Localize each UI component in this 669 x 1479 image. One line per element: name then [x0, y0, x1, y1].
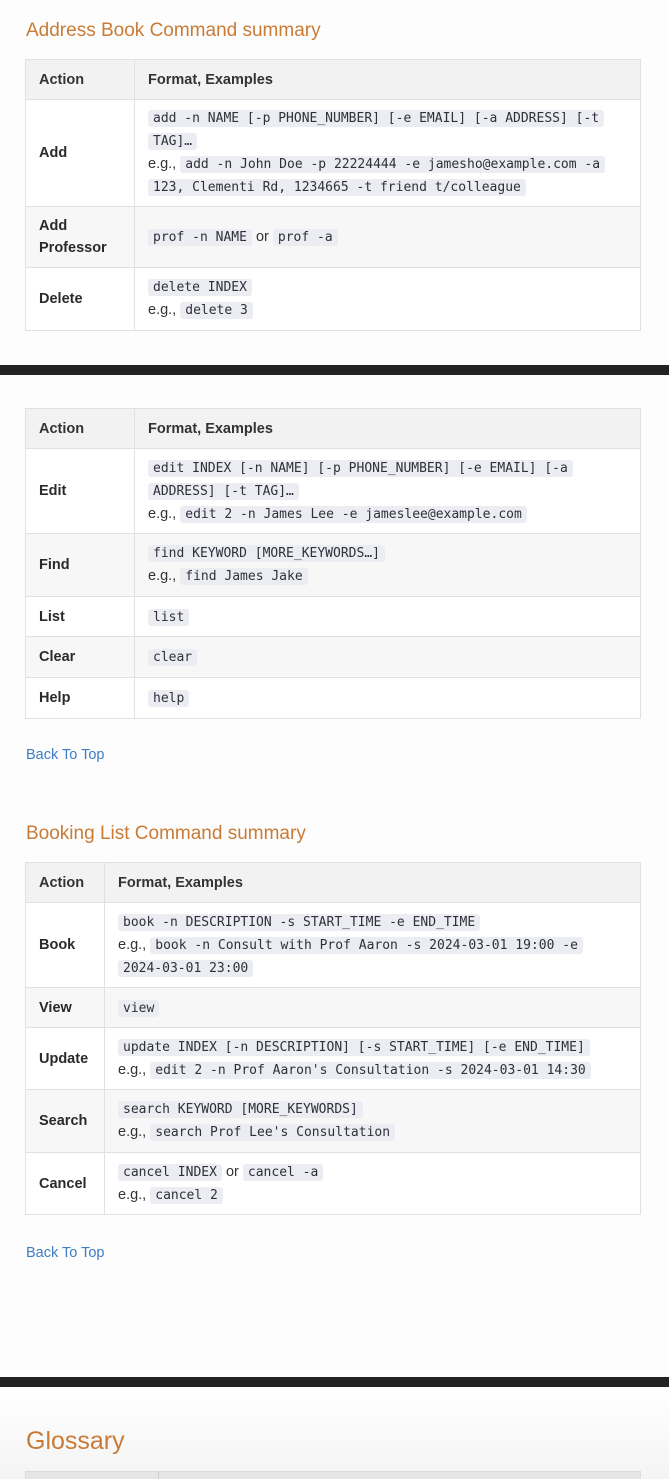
format-cell [135, 678, 641, 719]
command-code: update INDEX [-n DESCRIPTION] [-s START_TIME] [-e END_TIME] [118, 1039, 590, 1056]
action-cell: List [26, 597, 135, 637]
back-to-top-link[interactable]: Back To Top [26, 1245, 105, 1261]
table-row [26, 1090, 641, 1153]
column-header-format: Format, Examples [105, 863, 641, 903]
example-code: search Prof Lee's Consultation [150, 1124, 395, 1141]
back-to-top-link[interactable]: Back To Top [26, 747, 105, 763]
command-code: prof -a [273, 229, 338, 246]
or-text: or [255, 229, 269, 245]
table-row [26, 678, 641, 719]
table-row [26, 100, 641, 207]
format-cell [105, 903, 641, 988]
action-cell: View [26, 988, 105, 1028]
glossary-title: Glossary [26, 1427, 125, 1455]
table-row [26, 988, 641, 1028]
command-code: ADDRESS] [-t TAG]… [148, 483, 299, 500]
column-header-action: Action [26, 863, 105, 903]
example-label: e.g., [118, 1124, 147, 1140]
address-book-table-part1 [25, 59, 641, 331]
example-code: cancel 2 [150, 1187, 223, 1204]
command-code: book -n DESCRIPTION -s START_TIME -e END_TIME [118, 914, 480, 931]
page-separator [0, 1377, 669, 1387]
command-code: TAG]… [148, 133, 197, 150]
example-label: e.g., [148, 302, 177, 318]
command-code: delete INDEX [148, 279, 252, 296]
example-label: e.g., [118, 1061, 147, 1078]
command-code: prof -n NAME [148, 229, 252, 246]
table-row [26, 903, 641, 988]
table-row [26, 637, 641, 678]
example-code: edit 2 -n James Lee -e jameslee@example.com [180, 506, 527, 523]
command-code: clear [148, 649, 197, 666]
example-label: e.g., [148, 505, 177, 522]
table-row [26, 534, 641, 597]
command-code: add -n NAME [-p PHONE_NUMBER] [-e EMAIL] [-a ADDRESS] [-t [148, 110, 604, 127]
action-cell: Cancel [26, 1153, 105, 1215]
example-code: find James Jake [180, 568, 307, 585]
action-cell: Find [26, 534, 135, 597]
format-cell [105, 1153, 641, 1215]
format-cell [135, 449, 641, 534]
example-label: e.g., [118, 1186, 147, 1203]
action-cell: Update [26, 1028, 105, 1090]
table-row [26, 449, 641, 534]
action-cell: Clear [26, 637, 135, 678]
example-code: book -n Consult with Prof Aaron -s 2024-03-01 19:00 -e [150, 937, 583, 954]
action-cell: Delete [26, 268, 135, 331]
format-cell [135, 597, 641, 637]
address-book-table-part2 [25, 408, 641, 719]
action-cell: Add Professor [26, 207, 135, 268]
command-code: view [118, 1000, 159, 1017]
example-code: 2024-03-01 23:00 [118, 960, 253, 977]
command-code: cancel -a [243, 1164, 323, 1181]
column-header-action: Action [26, 409, 135, 449]
table-row [26, 268, 641, 331]
example-code: edit 2 -n Prof Aaron's Consultation -s 2024-03-01 14:30 [150, 1062, 590, 1079]
glossary-table-column-divider [158, 1471, 159, 1479]
action-cell: Book [26, 903, 105, 988]
example-code: add -n John Doe -p 22224444 -e jamesho@example.com -a [180, 156, 605, 173]
action-cell: Help [26, 678, 135, 719]
column-header-format: Format, Examples [135, 409, 641, 449]
command-code: find KEYWORD [MORE_KEYWORDS…] [148, 545, 385, 562]
action-cell: Edit [26, 449, 135, 534]
table-row [26, 597, 641, 637]
action-cell: Add [26, 100, 135, 207]
format-cell [135, 207, 641, 268]
table-row [26, 1028, 641, 1090]
or-text: or [225, 1163, 239, 1180]
column-header-format: Format, Examples [135, 60, 641, 100]
format-cell [135, 268, 641, 331]
example-label: e.g., [148, 156, 177, 172]
table-row [26, 1153, 641, 1215]
format-cell [105, 1028, 641, 1090]
command-code: search KEYWORD [MORE_KEYWORDS] [118, 1101, 363, 1118]
example-label: e.g., [118, 936, 147, 953]
column-header-action: Action [26, 60, 135, 100]
example-code: 123, Clementi Rd, 1234665 -t friend t/colleague [148, 179, 526, 196]
booking-list-table [25, 862, 641, 1215]
format-cell [105, 988, 641, 1028]
booking-list-section-title: Booking List Command summary [26, 823, 306, 844]
example-code: delete 3 [180, 302, 253, 319]
format-cell [135, 637, 641, 678]
command-code: cancel INDEX [118, 1164, 222, 1181]
glossary-table-top-edge [25, 1471, 641, 1479]
action-cell: Search [26, 1090, 105, 1153]
page-separator [0, 365, 669, 375]
command-code: help [148, 690, 189, 707]
format-cell [135, 100, 641, 207]
format-cell [105, 1090, 641, 1153]
format-cell [135, 534, 641, 597]
command-code: list [148, 609, 189, 626]
address-book-section-title: Address Book Command summary [26, 20, 321, 41]
command-code: edit INDEX [-n NAME] [-p PHONE_NUMBER] [-e EMAIL] [-a [148, 460, 573, 477]
table-row [26, 207, 641, 268]
example-label: e.g., [148, 568, 177, 584]
